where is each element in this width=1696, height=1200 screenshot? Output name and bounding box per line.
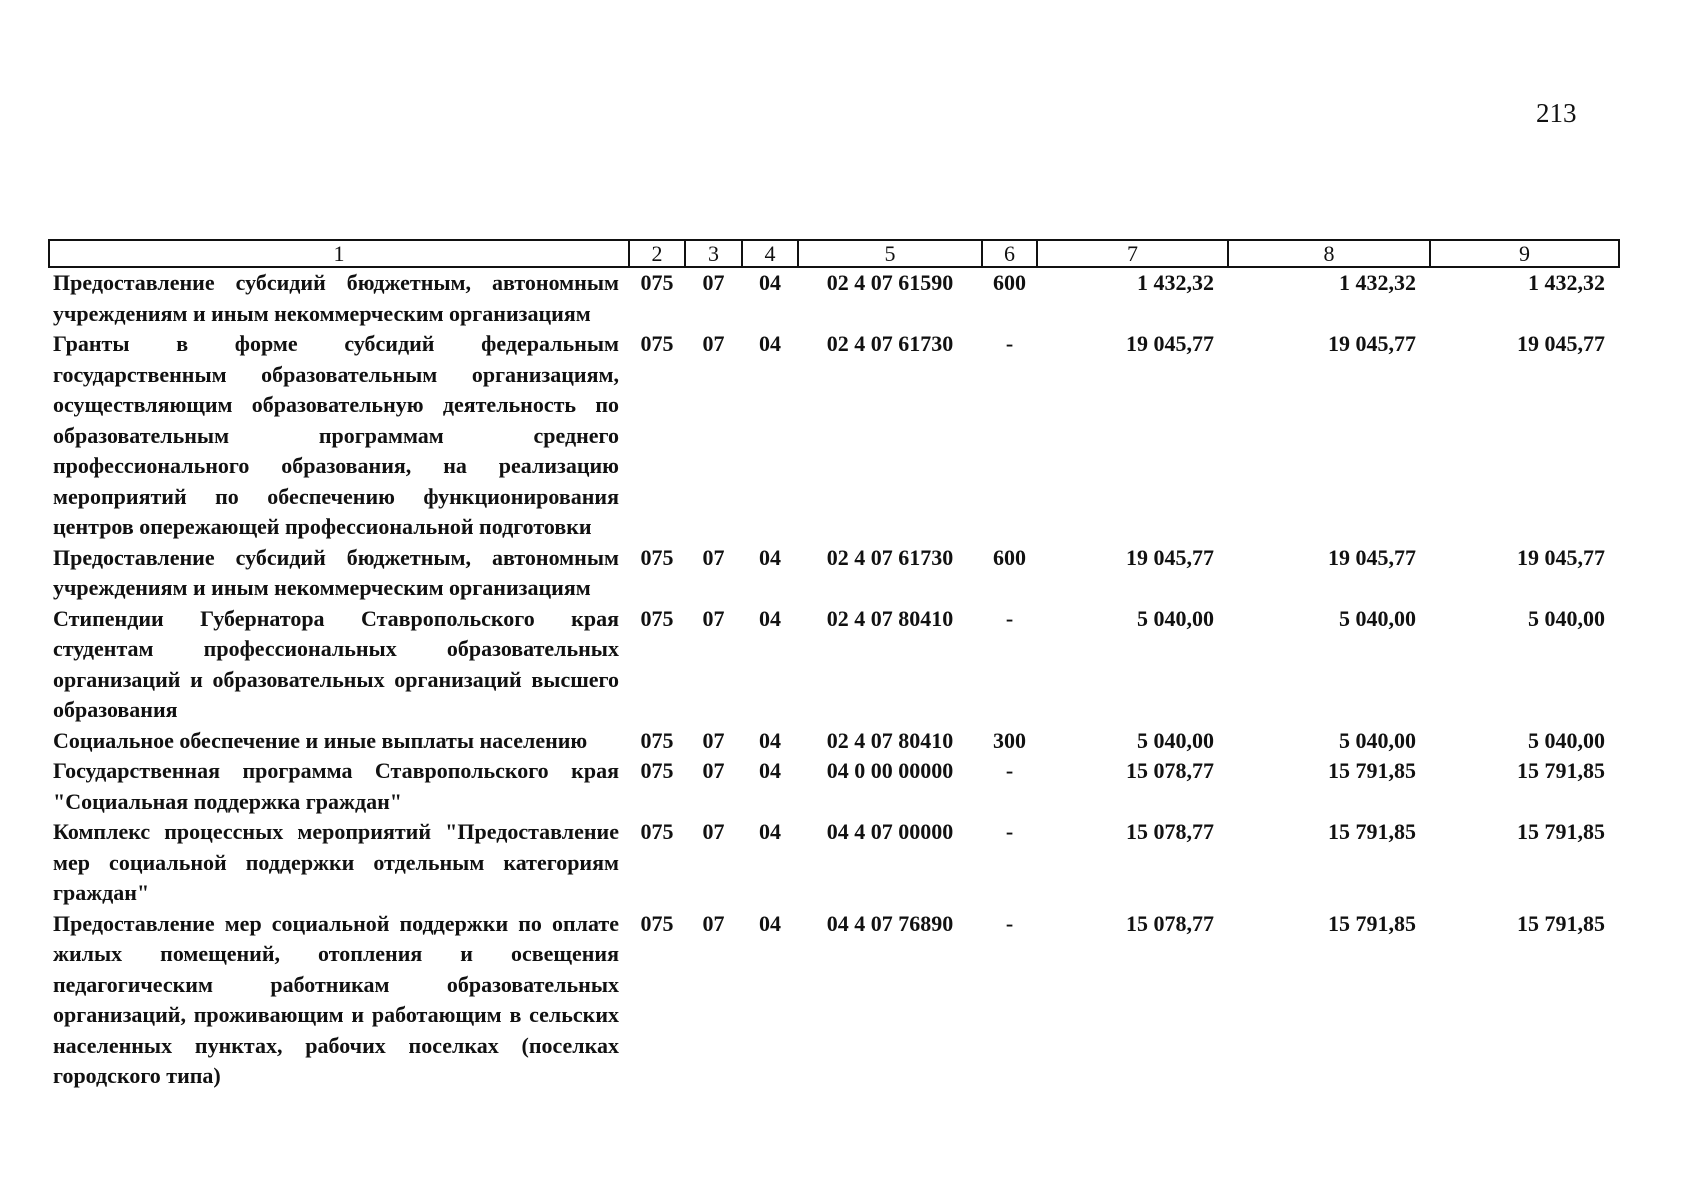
row-sum-year1-cell: 5 040,00 [1137,727,1214,753]
row-pr-cell: 04 [759,819,781,844]
row-sum-year1-cell: 1 432,32 [1137,270,1214,295]
row-rz-cell: 07 [702,605,725,631]
row-name-cell: Гранты в форме субсидий федеральным государственным образовательным организациям, осуществляющим образовательную деятельность по образовательным программам среднего профессионального образования, на реализацию мероприятий по обеспечению функционирования центров опережающей профессиональной подготовки [53,331,619,539]
row-csr-cell: 02 4 07 80410 [826,727,954,753]
row-sum-year3-cell: 19 045,77 [1517,331,1605,356]
row-sum-year2-cell: 15 791,85 [1328,819,1416,844]
table-row [49,543,1619,604]
table-row [49,329,1619,543]
row-pr-cell: 04 [759,544,781,570]
column-header-6: 6 [982,240,1037,267]
column-header-7: 7 [1037,240,1228,267]
row-name-cell: Государственная программа Ставропольского края "Социальная поддержка граждан" [53,758,619,814]
row-rz-cell: 07 [702,544,725,570]
row-csr-cell: 04 0 00 00000 [826,758,954,783]
row-pr-cell: 04 [759,910,781,936]
row-rz-cell: 07 [702,819,725,844]
row-sum-year3-cell: 5 040,00 [1528,727,1605,753]
row-sum-year1-cell: 15 078,77 [1126,819,1214,844]
row-rz-cell: 07 [702,910,725,936]
row-ved-cell: 075 [640,819,674,844]
row-rz-cell: 07 [702,331,725,356]
row-sum-year2-cell: 15 791,85 [1328,910,1416,936]
row-sum-year2-cell: 1 432,32 [1339,270,1416,295]
row-pr-cell: 04 [759,605,781,631]
row-ved-cell: 075 [640,910,674,936]
column-header-8: 8 [1228,240,1430,267]
row-rz-cell: 07 [702,758,725,783]
row-sum-year3-cell: 15 791,85 [1517,758,1605,783]
row-sum-year2-cell: 15 791,85 [1328,758,1416,783]
table-row [49,604,1619,726]
row-ved-cell: 075 [640,544,674,570]
budget-table [48,239,1620,1092]
row-sum-year3-cell: 19 045,77 [1517,544,1605,570]
row-sum-year2-cell: 5 040,00 [1339,727,1416,753]
table-row [49,267,1619,329]
row-vr-cell: - [1005,819,1014,844]
row-sum-year2-cell: 5 040,00 [1339,605,1416,631]
row-ved-cell: 075 [640,727,674,753]
row-vr-cell: - [1005,605,1014,631]
table-row [49,726,1619,757]
row-csr-cell: 02 4 07 61730 [826,544,954,570]
row-sum-year1-cell: 15 078,77 [1126,758,1214,783]
row-name-cell: Комплекс процессных мероприятий "Предоставление мер социальной поддержки отдельным категориям граждан" [53,819,619,905]
row-name-cell: Предоставление субсидий бюджетным, автономным учреждениям и иным некоммерческим организациям [53,270,619,326]
row-sum-year3-cell: 15 791,85 [1517,910,1605,936]
row-csr-cell: 02 4 07 80410 [826,605,954,631]
column-header-5: 5 [798,240,982,267]
row-rz-cell: 07 [702,727,725,753]
column-header-2: 2 [629,240,685,267]
row-name-cell: Предоставление субсидий бюджетным, автономным учреждениям и иным некоммерческим организациям [53,544,619,600]
row-ved-cell: 075 [640,331,674,356]
table-row [49,756,1619,817]
row-vr-cell: - [1005,910,1014,936]
row-rz-cell: 07 [702,270,725,295]
row-csr-cell: 04 4 07 76890 [826,910,954,936]
column-header-9: 9 [1430,240,1619,267]
row-pr-cell: 04 [759,270,781,295]
row-sum-year3-cell: 1 432,32 [1528,270,1605,295]
row-csr-cell: 02 4 07 61590 [826,270,954,295]
row-csr-cell: 02 4 07 61730 [826,331,954,356]
row-csr-cell: 04 4 07 00000 [826,819,954,844]
row-name-cell: Социальное обеспечение и иные выплаты населению [53,727,588,753]
table-row [49,817,1619,909]
row-pr-cell: 04 [759,331,781,356]
row-pr-cell: 04 [759,758,781,783]
row-name-cell: Предоставление мер социальной поддержки по оплате жилых помещений, отопления и освещения педагогическим работникам образовательных организаций, проживающим и работающим в сельских населенных пунктах, рабочих поселках (поселках городского типа) [53,910,619,1088]
row-vr-cell: 600 [993,544,1026,570]
page-number: 213 [1536,98,1577,128]
row-sum-year3-cell: 5 040,00 [1528,605,1605,631]
row-sum-year1-cell: 15 078,77 [1126,910,1214,936]
row-sum-year1-cell: 19 045,77 [1126,331,1214,356]
row-vr-cell: - [1005,331,1014,356]
header-row [49,240,1619,267]
row-ved-cell: 075 [640,605,674,631]
table-body [49,267,1619,1092]
row-vr-cell: 600 [993,270,1026,295]
column-header-3: 3 [685,240,742,267]
row-sum-year2-cell: 19 045,77 [1328,331,1416,356]
row-name-cell: Стипендии Губернатора Ставропольского края студентам профессиональных образовательных организаций и образовательных организаций высшего образования [53,605,619,722]
row-sum-year2-cell: 19 045,77 [1328,544,1416,570]
row-ved-cell: 075 [640,758,674,783]
column-header-4: 4 [742,240,798,267]
row-vr-cell: - [1005,758,1014,783]
row-pr-cell: 04 [759,727,781,753]
table-row [49,909,1619,1092]
row-sum-year3-cell: 15 791,85 [1517,819,1605,844]
row-sum-year1-cell: 5 040,00 [1137,605,1214,631]
row-ved-cell: 075 [640,270,674,295]
column-header-1: 1 [49,240,629,267]
row-vr-cell: 300 [993,727,1026,753]
row-sum-year1-cell: 19 045,77 [1126,544,1214,570]
